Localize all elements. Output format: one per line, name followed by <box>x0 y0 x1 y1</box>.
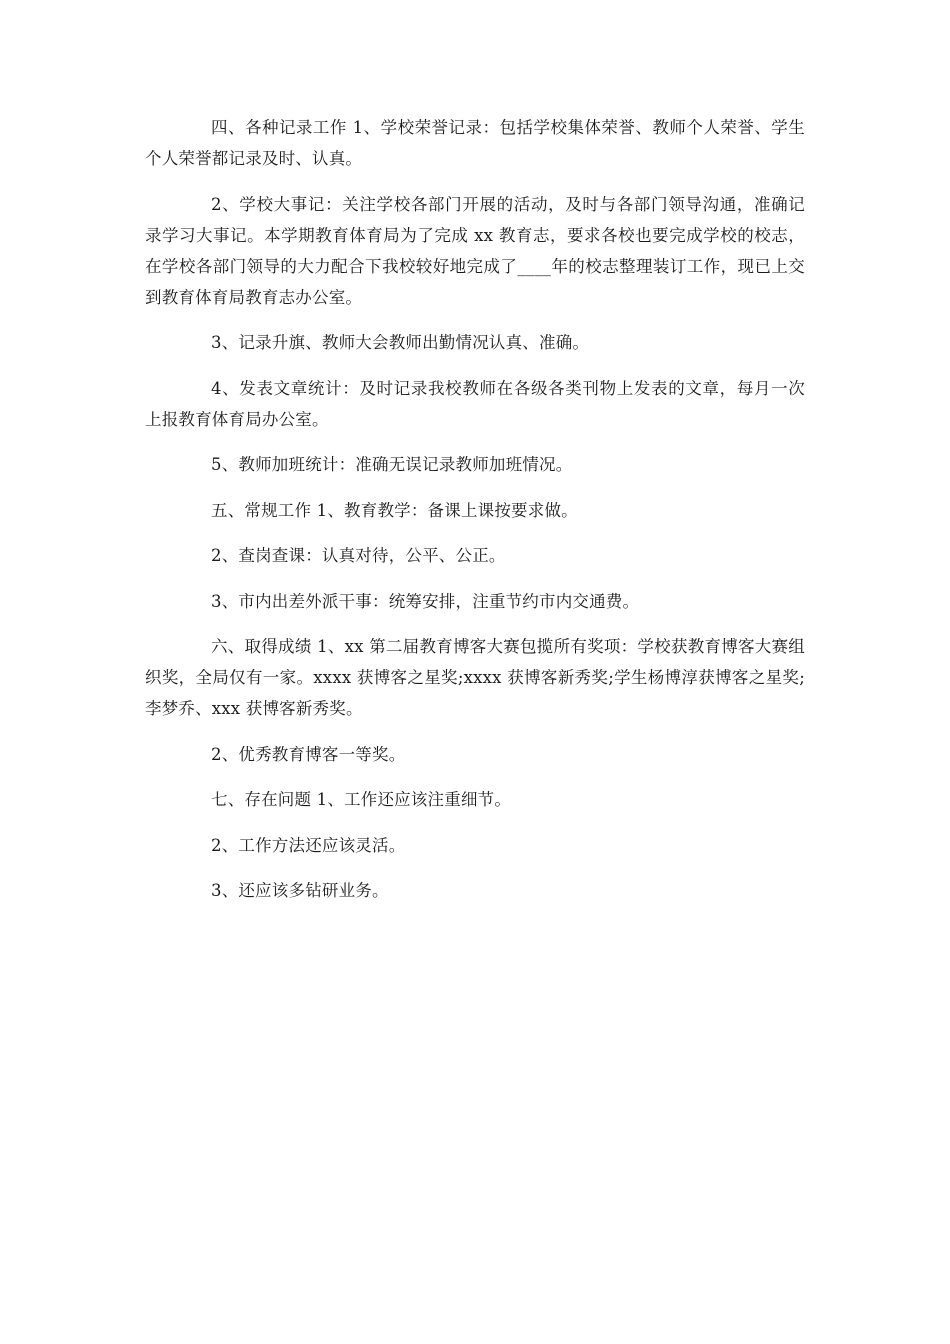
document-body <box>145 112 805 921</box>
paragraph-article-statistics: 4、发表文章统计：及时记录我校教师在各级各类刊物上发表的文章，每月一次上报教育体育局办公室。 <box>145 378 805 429</box>
paragraph-overtime-statistics: 5、教师加班统计：准确无误记录教师加班情况。 <box>211 455 573 474</box>
paragraph-attendance-records: 3、记录升旗、教师大会教师出勤情况认真、准确。 <box>211 333 590 352</box>
paragraph-school-chronicle: 2、学校大事记：关注学校各部门开展的活动，及时与各部门领导沟通，准确记录学习大事记。本学期教育体育局为了完成 xx 教育志，要求各校也要完成学校的校志，在学校各部门领导的大力配合下我校较好地完成了____年的校志整理装订工作，现已上交到教育体育局教育志办公室。 <box>145 194 805 307</box>
paragraph-business-trips: 3、市内出差外派干事：统筹安排，注重节约市内交通费。 <box>211 591 640 611</box>
paragraph-problems-study: 3、还应该多钻研业务。 <box>211 881 389 900</box>
paragraph-problems-methods: 2、工作方法还应该灵活。 <box>211 835 406 855</box>
paragraph-records-honors: 四、各种记录工作 1、学校荣誉记录：包括学校集体荣誉、教师个人荣誉、学生个人荣誉都记录及时、认真。 <box>145 118 805 168</box>
paragraph-problems-details: 七、存在问题 1、工作还应该注重细节。 <box>211 790 512 809</box>
paragraph-routine-teaching: 五、常规工作 1、教育教学：备课上课按要求做。 <box>211 500 578 520</box>
paragraph-achievements-blog: 六、取得成绩 1、xx 第二届教育博客大赛包揽所有奖项：学校获教育博客大赛组织奖，全局仅有一家。xxxx 获博客之星奖;xxxx 获博客新秀奖;学生杨博淳获博客之星奖;李梦乔、xxx 获博客新秀奖。 <box>145 637 805 718</box>
paragraph-achievements-award: 2、优秀教育博客一等奖。 <box>211 744 406 764</box>
paragraph-inspection: 2、查岗查课：认真对待，公平、公正。 <box>211 546 506 565</box>
